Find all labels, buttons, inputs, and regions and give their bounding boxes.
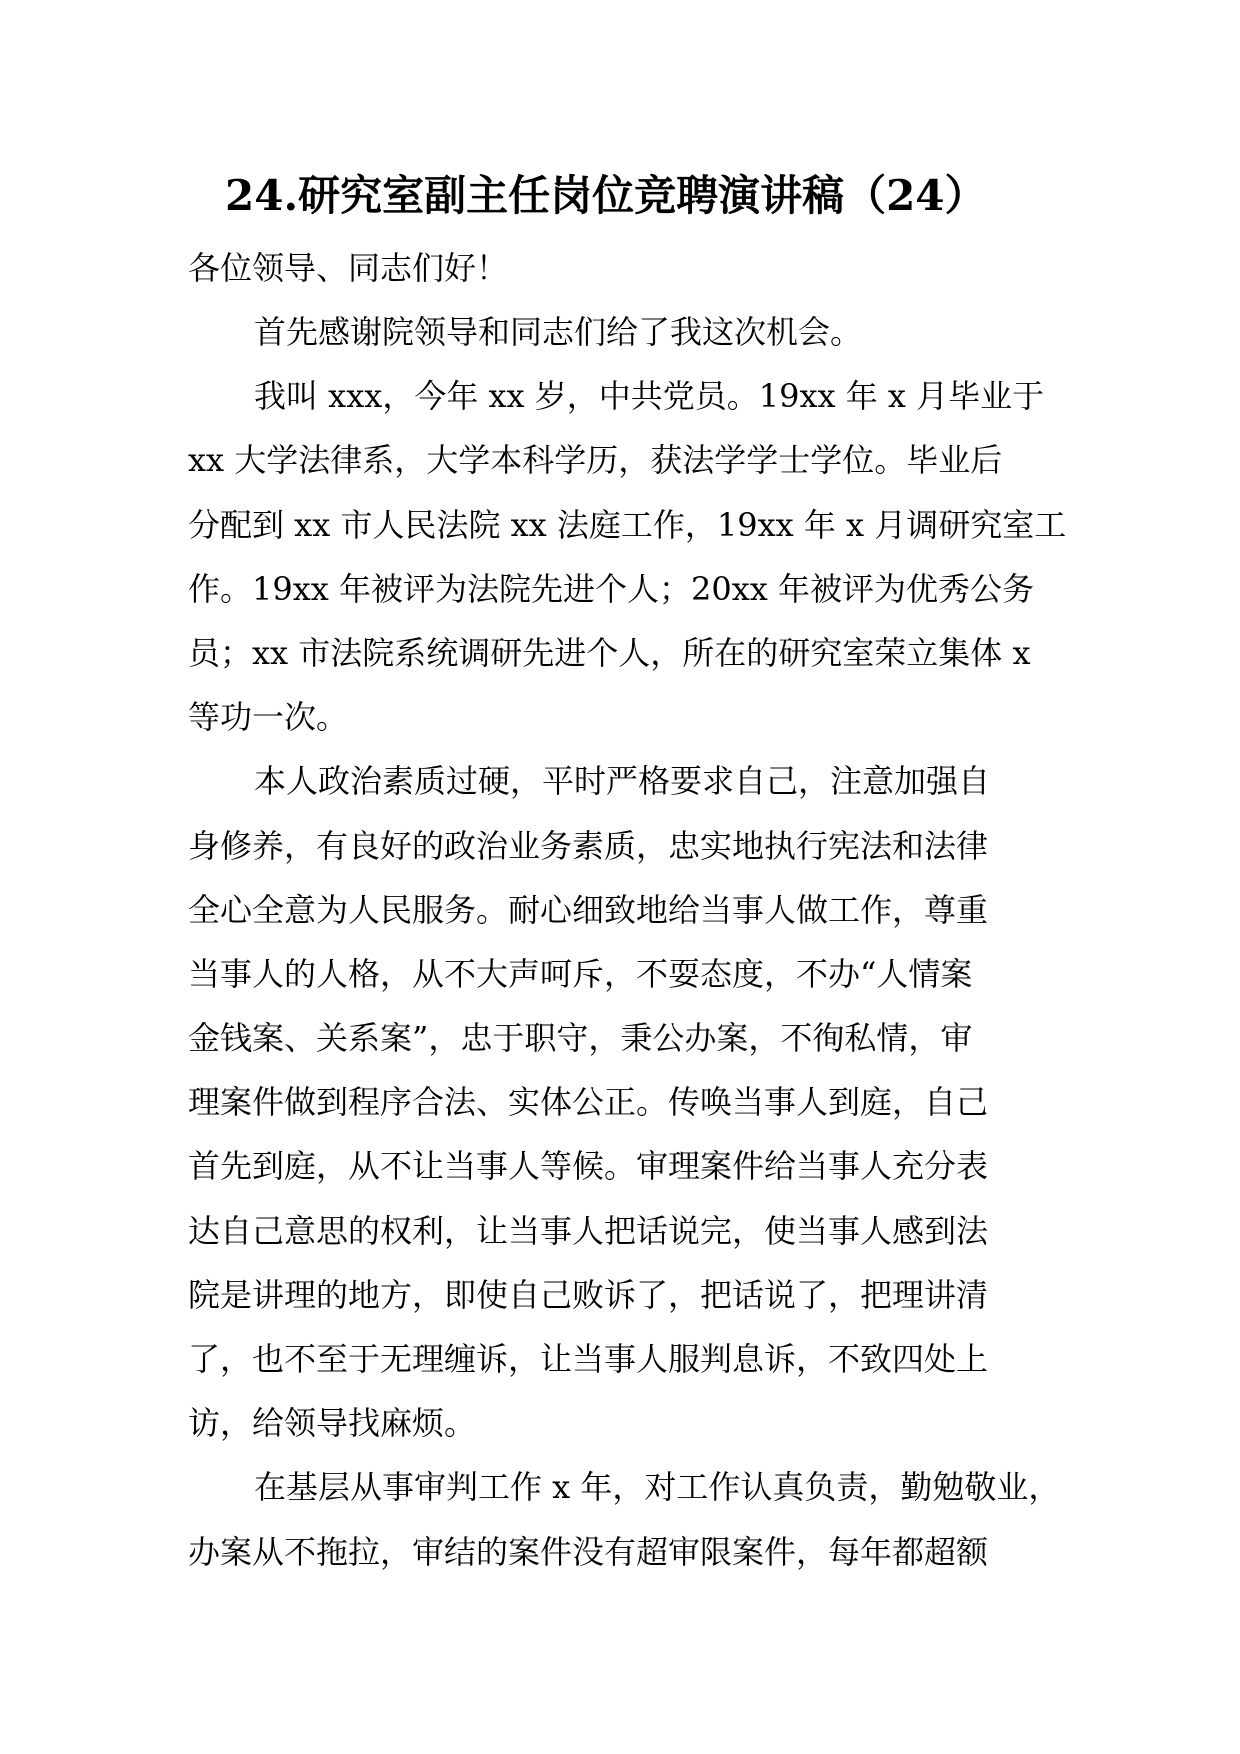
body-line: 分配到 xx 市人民法院 xx 法庭工作，19xx 年 x 月调研究室工 bbox=[188, 505, 1067, 544]
body-line: 达自己意思的权利，让当事人把话说完，使当事人感到法 bbox=[188, 1211, 989, 1250]
body-line: 当事人的人格，从不大声呵斥，不耍态度，不办“人情案 bbox=[188, 954, 973, 993]
body-line: 了，也不至于无理缠诉，让当事人服判息诉，不致四处上 bbox=[188, 1340, 989, 1378]
body-line: 访，给领导找麻烦。 bbox=[188, 1404, 477, 1443]
body-line: 办案从不拖拉，审结的案件没有超审限案件，每年都超额 bbox=[188, 1532, 989, 1571]
body-line: 首先到庭，从不让当事人等候。审理案件给当事人充分表 bbox=[188, 1147, 989, 1186]
body-line: 首先感谢院领导和同志们给了我这次机会。 bbox=[254, 313, 863, 351]
body-line: 院是讲理的地方，即使自己败诉了，把话说了，把理讲清 bbox=[188, 1275, 989, 1314]
body-line: 我叫 xxx，今年 xx 岁，中共党员。19xx 年 x 月毕业于 bbox=[254, 377, 1045, 416]
body-line: 金钱案、关系案”，忠于职守，秉公办案，不徇私情，审 bbox=[188, 1019, 973, 1058]
body-line: xx 大学法律系，大学本科学历，获法学学士学位。毕业后 bbox=[188, 441, 1003, 480]
body-line: 理案件做到程序合法、实体公正。传唤当事人到庭，自己 bbox=[188, 1083, 989, 1122]
body-line: 身修养，有良好的政治业务素质，忠实地执行宪法和法律 bbox=[188, 826, 989, 865]
document-title: 24.研究室副主任岗位竞聘演讲稿（24） bbox=[225, 171, 987, 220]
body-line: 等功一次。 bbox=[188, 698, 349, 737]
body-line: 全心全意为人民服务。耐心细致地给当事人做工作，尊重 bbox=[188, 890, 989, 929]
document-body bbox=[188, 300, 1088, 1584]
body-line: 员；xx 市法院系统调研先进个人，所在的研究室荣立集体 x bbox=[188, 633, 1031, 672]
body-line: 本人政治素质过硬，平时严格要求自己，注意加强自 bbox=[254, 762, 991, 801]
salutation: 各位领导、同志们好！ bbox=[188, 249, 509, 287]
body-line: 作。19xx 年被评为法院先进个人；20xx 年被评为优秀公务 bbox=[188, 569, 1034, 608]
body-line: 在基层从事审判工作 x 年，对工作认真负责，勤勉敬业， bbox=[254, 1468, 1061, 1507]
